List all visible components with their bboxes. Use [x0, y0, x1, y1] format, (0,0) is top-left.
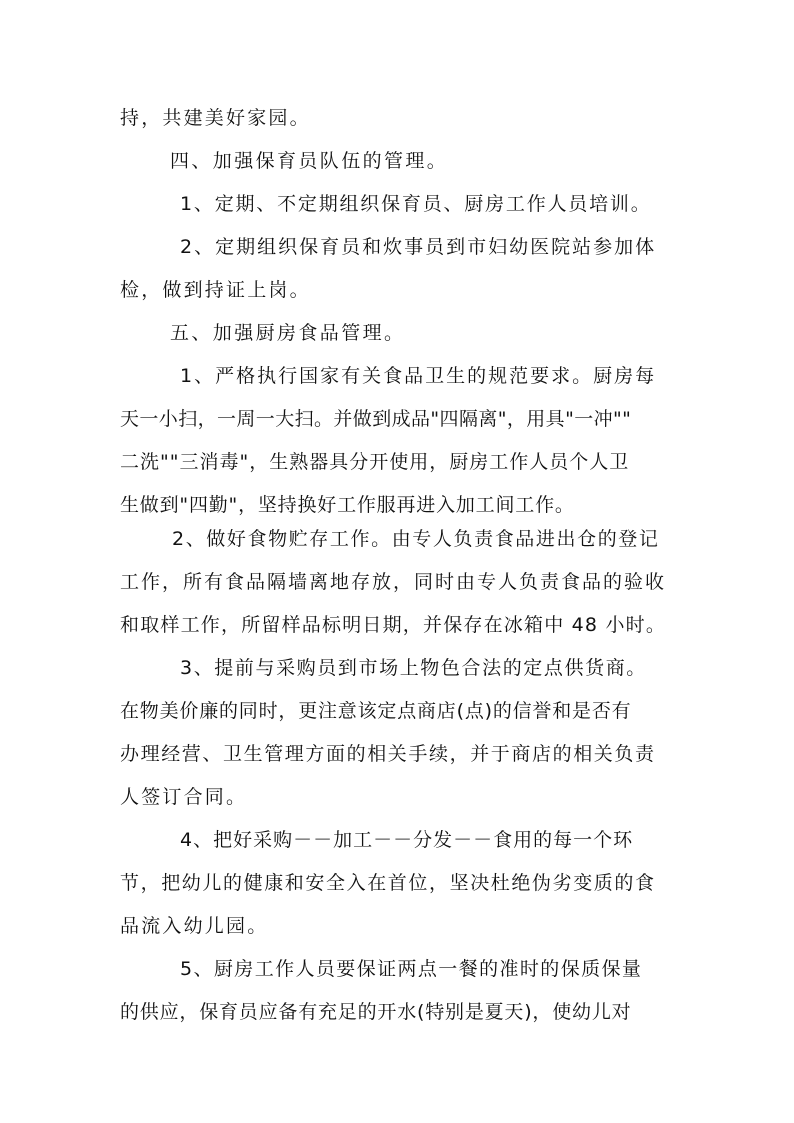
section-heading-4: 四、加强保育员队伍的管理。 [170, 150, 449, 172]
paragraph-line: 1、定期、不定期组织保育员、厨房工作人员培训。 [180, 193, 652, 215]
paragraph-line: 和取样工作，所留样品标明日期，并保存在冰箱中 48 小时。 [120, 614, 667, 636]
paragraph-line: 持，共建美好家园。 [120, 107, 311, 129]
paragraph-line: 天一小扫，一周一大扫。并做到成品"四隔离"，用具"一冲"" [120, 408, 632, 430]
paragraph-line: 工作，所有食品隔墙离地存放，同时由专人负责食品的验收 [120, 571, 667, 593]
paragraph-line: 4、把好采购－－加工－－分发－－食用的每一个环 [180, 829, 634, 851]
paragraph-line: 在物美价廉的同时，更注意该定点商店(点)的信誉和是否有 [120, 700, 632, 722]
paragraph-line: 节，把幼儿的健康和安全入在首位，坚决杜绝伪劣变质的食 [120, 872, 656, 894]
paragraph-line: 品流入幼儿园。 [120, 915, 269, 937]
paragraph-line: 的供应，保育员应备有充足的开水(特别是夏天)，使幼儿对 [120, 1001, 632, 1023]
paragraph-line: 5、厨房工作人员要保证两点一餐的准时的保质保量 [180, 958, 643, 980]
paragraph-line: 人签订合同。 [120, 786, 248, 808]
paragraph-line: 办理经营、卫生管理方面的相关手续，并于商店的相关负责 [120, 743, 656, 765]
section-heading-5: 五、加强厨房食品管理。 [170, 322, 406, 344]
paragraph-line: 2、做好食物贮存工作。由专人负责食品进出仓的登记 [172, 528, 660, 550]
paragraph-line: 生做到"四勤"，坚持换好工作服再进入加工间工作。 [120, 494, 575, 516]
paragraph-line: 3、提前与采购员到市场上物色合法的定点供货商。 [180, 657, 647, 679]
paragraph-line: 1、严格执行国家有关食品卫生的规范要求。厨房每 [180, 365, 657, 387]
paragraph-line: 检，做到持证上岗。 [120, 279, 311, 301]
paragraph-line: 二洗""三消毒"，生熟器具分开使用，厨房工作人员个人卫 [120, 451, 630, 473]
paragraph-line: 2、定期组织保育员和炊事员到市妇幼医院站参加体 [180, 236, 657, 258]
